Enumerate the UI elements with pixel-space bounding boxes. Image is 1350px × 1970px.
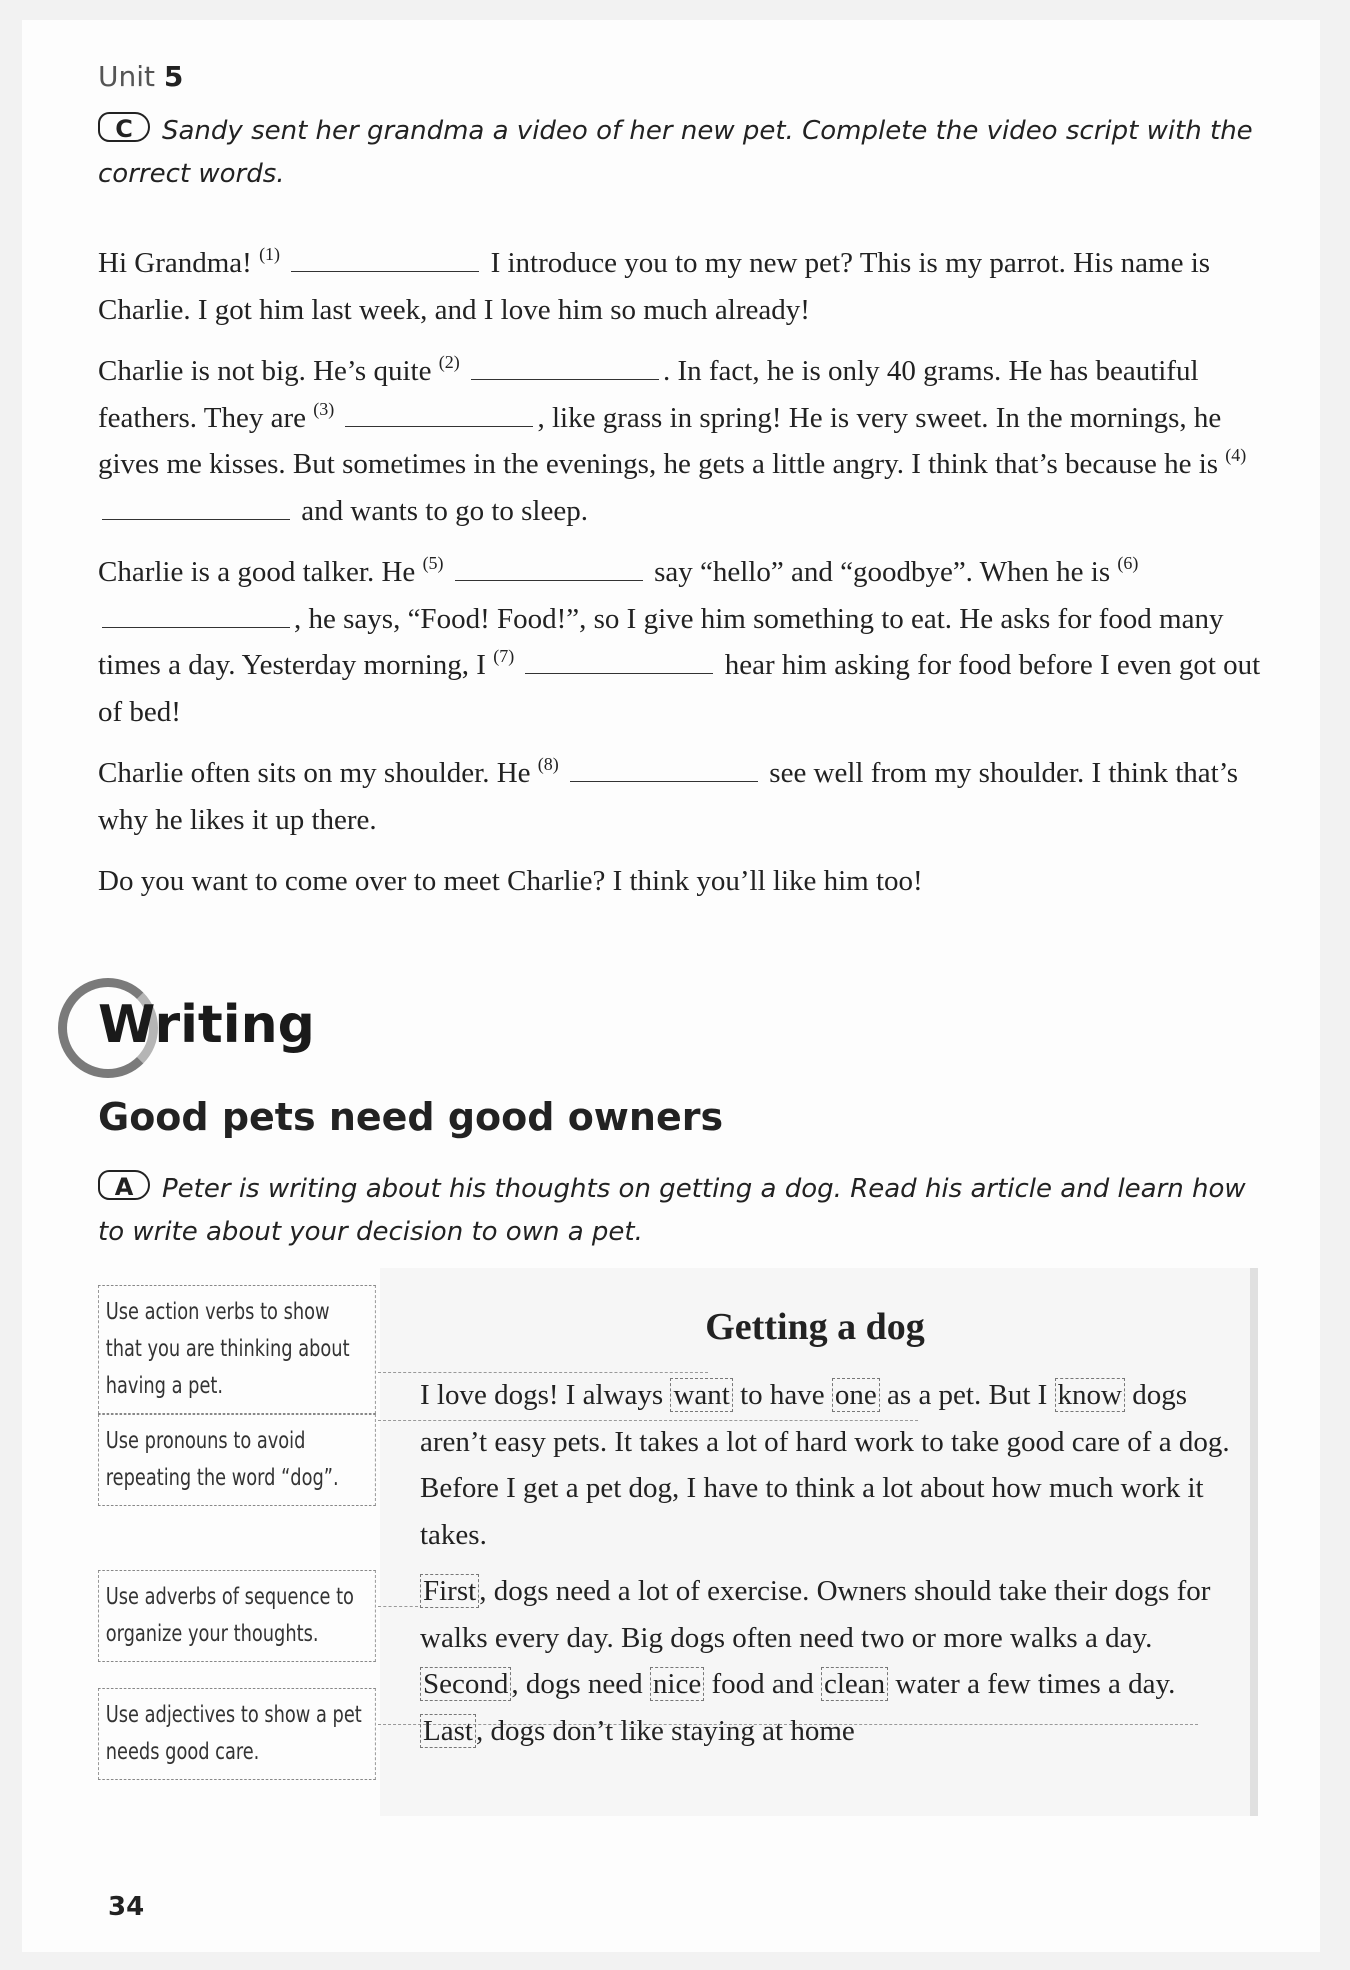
tip-connector [378,1606,418,1607]
tip-adjectives: Use adjectives to show a pet needs good care. [98,1688,376,1780]
article-paragraph: I love dogs! I always want to have one as a pet. But I know dogs aren’t easy pets. It takes a lot of hard work to take good care of a dog. Before I get a pet dog, I have to think a lot about how much work it takes. [420,1379,1230,1551]
script-paragraph: Do you want to come over to meet Charlie? I think you’ll like him too! [98,865,923,897]
exercise-a-instruction: A Peter is writing about his thoughts on getting a dog. Read his article and learn how to write about your decision to own a pet. [98,1168,1258,1254]
article-title: Getting a dog [705,1306,925,1348]
exercise-badge-c: C [98,112,150,142]
section-title: Good pets need good owners [98,1095,724,1139]
script-paragraph: Charlie is a good talker. He $^{(5)}$ say “hello” and “goodbye”. When he is $^{(6)}$ , he says, “Food! Food!”, so I give him something to eat. He asks for food many times a day. Yesterday morning, I $^{(7)}$ hear him asking for food before I even got out of bed! [98,553,1261,728]
highlight-word: Last [420,1714,476,1748]
script-paragraph: Charlie is not big. He’s quite $^{(2)}$ . In fact, he is only 40 grams. He has beautiful feathers. They are $^{(3)}$ , like grass in spring! He is very sweet. In the mornings, he gives me kisses. But sometimes in the evenings, he gets a little angry. I think that’s because he is $^{(4)}$ and wants to go to sleep. [98,352,1247,527]
writing-heading: Writing [98,995,315,1055]
unit-header: Unit 5 [98,60,184,93]
article-body [420,1372,1240,1764]
script-paragraph: Charlie often sits on my shoulder. He $^{(8)}$ see well from my shoulder. I think that’s why he likes it up there. [98,754,1239,836]
answer-blank-3[interactable] [345,400,533,427]
answer-blank-8[interactable] [570,755,758,782]
exercise-c-instruction: C Sandy sent her grandma a video of her new pet. Complete the video script with the correct words. [98,110,1258,196]
answer-blank-1[interactable] [291,245,479,272]
script-paragraph: Hi Grandma! $^{(1)}$ I introduce you to my new pet? This is my parrot. His name is Charlie. I got him last week, and I love him so much already! [98,244,1211,326]
tip-action-verbs: Use action verbs to show that you are thinking about having a pet. [98,1285,376,1414]
answer-blank-2[interactable] [471,353,659,380]
highlight-word: Second [420,1667,511,1701]
highlight-word: First [420,1574,479,1608]
tip-adverbs-sequence: Use adverbs of sequence to organize your thoughts. [98,1570,376,1662]
highlight-word: one [832,1378,880,1412]
highlight-word: want [670,1378,732,1412]
video-script [98,240,1263,920]
page-number: 34 [108,1892,145,1922]
answer-blank-5[interactable] [455,554,643,581]
highlight-word: nice [650,1667,704,1701]
highlight-word: know [1055,1378,1125,1412]
answer-blank-4[interactable] [102,493,290,520]
unit-number: 5 [163,60,184,93]
answer-blank-7[interactable] [525,647,713,674]
tip-pronouns: Use pronouns to avoid repeating the word “dog”. [98,1414,376,1506]
answer-blank-6[interactable] [102,601,290,628]
article-paragraph: First , dogs need a lot of exercise. Owners should take their dogs for walks every day. Big dogs often need two or more walks a day. Second , dogs need nice food and clean water a few times a day. Last , dogs don’t like staying at home [420,1575,1211,1747]
highlight-word: clean [821,1667,888,1701]
exercise-badge-a: A [98,1170,150,1200]
